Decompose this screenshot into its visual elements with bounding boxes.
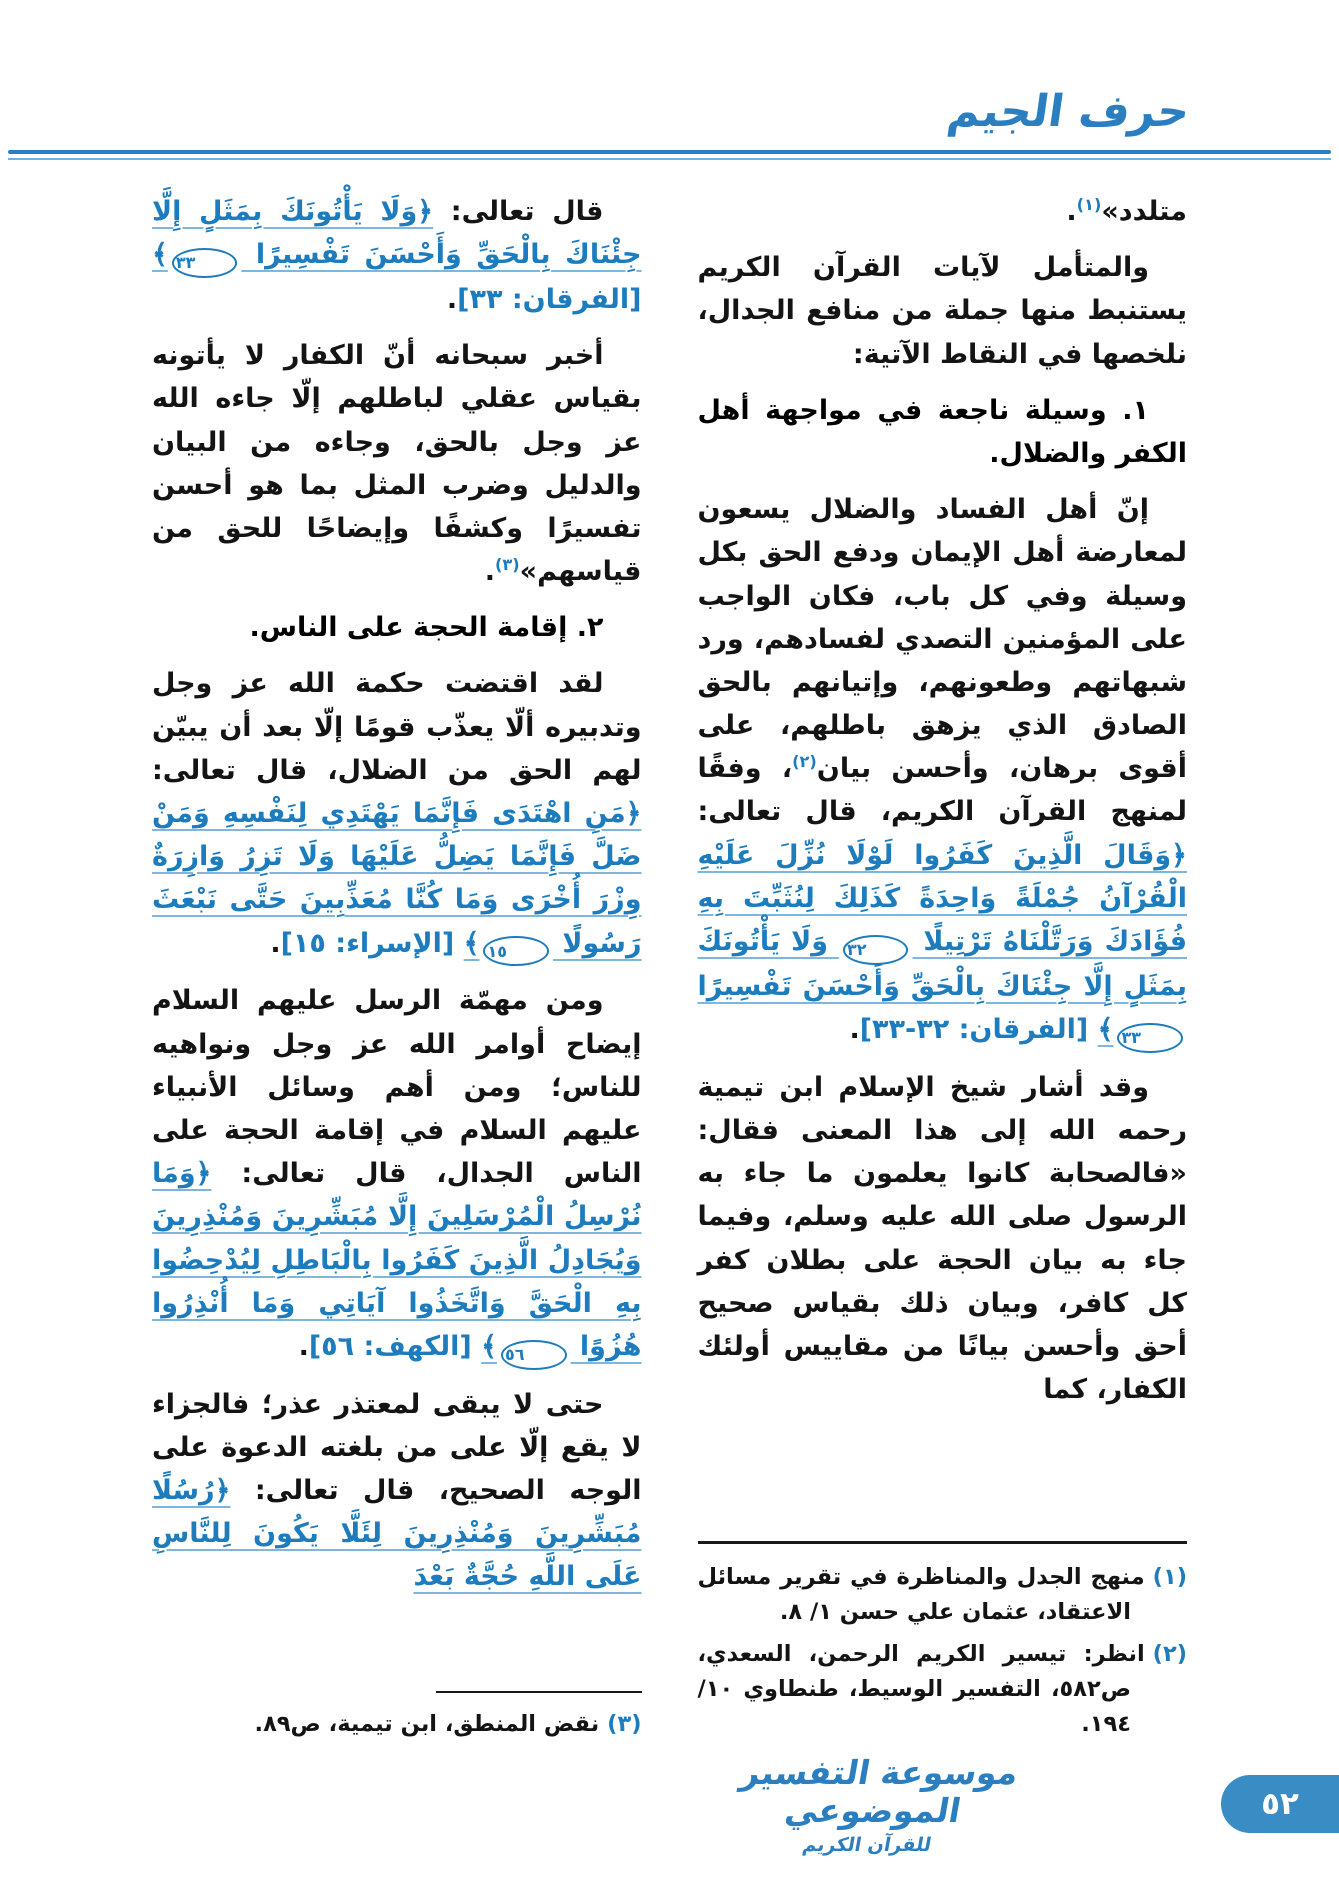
body-text: لقد اقتضت حكمة الله عز وجل وتدبيره ألّا يعذّب قومًا إلّا بعد أن يبيّن لهم الحق من الضلال، قال تعالى: [152, 668, 642, 786]
body-text [1088, 1014, 1097, 1045]
publisher-logo [700, 1754, 1048, 1856]
right-column [698, 190, 1188, 1750]
body-text: . [1066, 196, 1077, 227]
paragraph [152, 979, 642, 1369]
header-divider [8, 150, 1331, 160]
paragraph [698, 190, 1188, 233]
publisher-logo-subtitle: للقرآن الكريم [800, 1834, 934, 1856]
verse-reference: [الفرقان: ٣٣] [457, 283, 642, 315]
quran-verse: ﴾ [1097, 1013, 1114, 1045]
verse-reference: [الفرقان: ٣٢-٣٣] [859, 1013, 1089, 1045]
body-text: قال تعالى: [433, 196, 604, 227]
footnote [152, 1707, 642, 1742]
quran-verse: ﴿مَنِ اهْتَدَى فَإِنَّمَا يَهْتَدِي لِنَفْسِهِ وَمَنْ ضَلَّ فَإِنَّمَا يَضِلُّ عَلَيْهَا وَلَا تَزِرُ وَازِرَةٌ وِزْرَ أُخْرَى وَمَا كُنَّا مُعَذِّبِينَ حَتَّى نَبْعَثَ رَسُولًا [152, 798, 642, 959]
publisher-logo-title: موسوعة التفسير الموضوعي [737, 1753, 1022, 1831]
section-heading [698, 389, 1188, 475]
footnote-number: (٢) [1152, 1641, 1187, 1668]
verse-reference: [الإسراء: ١٥] [280, 927, 455, 959]
body-text: أخبر سبحانه أنّ الكفار لا يأتونه بقياس عقلي لباطلهم إلّا جاءه الله عز وجل بالحق، وجاءه من البيان والدليل وضرب المثل بما هو أحسن تفسيرًا وكشفًا وإيضاحًا للحق من قياسهم» [152, 340, 642, 588]
quran-verse: ﴿وَمَا نُرْسِلُ الْمُرْسَلِينَ إِلَّا مُبَشِّرِينَ وَمُنْذِرِينَ وَيُجَادِلُ الَّذِينَ كَفَرُوا بِالْبَاطِلِ لِيُدْحِضُوا بِهِ الْحَقَّ وَاتَّخَذُوا آيَاتِي وَمَا أُنْذِرُوا هُزُوًا [152, 1158, 642, 1362]
quran-verse: ﴾ [152, 239, 168, 271]
verse-reference: [الكهف: ٥٦] [308, 1330, 472, 1362]
paragraph [152, 334, 642, 593]
ayah-number: ٣٣ [1117, 1023, 1183, 1053]
quran-verse: ﴿وَقَالَ الَّذِينَ كَفَرُوا لَوْلَا نُزِّلَ عَلَيْهِ الْقُرْآنُ جُمْلَةً وَاحِدَةً كَذَلِكَ لِنُثَبِّتَ بِهِ فُؤَادَكَ وَرَتَّلْنَاهُ تَرْتِيلًا [697, 839, 1187, 957]
footnote-separator [698, 1541, 1188, 1544]
footnote-marker: (١) [1076, 195, 1102, 214]
footnote-text: انظر: تيسير الكريم الرحمن، السعدي، ص٥٨٢، التفسير الوسيط، طنطاوي ١٠/ ١٩٤. [697, 1641, 1145, 1738]
text-columns [152, 190, 1187, 1750]
body-text: ١. وسيلة ناجعة في مواجهة أهل الكفر والضلال. [697, 394, 1187, 469]
body-text: . [270, 927, 281, 959]
paragraph [698, 1066, 1188, 1412]
paragraph [152, 190, 642, 321]
footnote-separator [436, 1691, 642, 1694]
paragraph [698, 488, 1188, 1053]
footnote-text: نقض المنطق، ابن تيمية، ص٨٩. [254, 1711, 600, 1738]
section-heading [152, 606, 642, 649]
page-number-badge [1221, 1775, 1339, 1833]
body-text: والمتأمل لآيات القرآن الكريم يستنبط منها جملة من منافع الجدال، نلخصها في النقاط الآتية: [697, 252, 1187, 370]
paragraph [698, 246, 1188, 376]
header-divider-thick-line [8, 150, 1331, 154]
body-text [472, 1331, 481, 1362]
footnote-number: (١) [1152, 1563, 1187, 1590]
header-divider-thin-line [8, 158, 1331, 160]
left-column-body [152, 190, 642, 1612]
footnote-list [698, 1560, 1188, 1742]
body-text: حتى لا يبقى لمعتذر عذر؛ فالجزاء لا يقع إلّا على من بلغته الدعوة على الوجه الصحيح، قال تعالى: [152, 1388, 642, 1507]
body-text: إنّ أهل الفساد والضلال يسعون لمعارضة أهل الإيمان ودفع الحق بكل وسيلة وفي كل باب، فكان الواجب على المؤمنين التصدي لفسادهم، ورد شبهاتهم وطعونهم، وإتيانهم بالحق الصادق الذي يزهق باطلهم، على أقوى برهان، وأحسن بيان [697, 494, 1187, 785]
ayah-number: ٣٢ [843, 935, 909, 965]
page-number: ٥٢ [1261, 1786, 1299, 1822]
quran-verse: ﴾ [463, 927, 480, 959]
body-text: . [849, 1013, 860, 1045]
footnote [698, 1560, 1188, 1630]
footnote-number: (٣) [607, 1711, 642, 1738]
body-text: متلدد» [1101, 196, 1187, 227]
body-text: . [446, 283, 458, 315]
body-text: . [484, 556, 495, 588]
footnote-text: منهج الجدل والمناظرة في تقرير مسائل الاعتقاد، عثمان علي حسن ١/ ٨. [697, 1563, 1145, 1625]
body-text [454, 928, 463, 959]
footnote-marker: (٣) [494, 555, 520, 575]
quran-verse: ﴿رُسُلًا مُبَشِّرِينَ وَمُنْذِرِينَ لِئَلَّا يَكُونَ لِلنَّاسِ عَلَى اللَّهِ حُجَّةٌ بَعْدَ [152, 1475, 642, 1593]
body-text: ومن مهمّة الرسل عليهم السلام إيضاح أوامر الله عز وجل ونواهيه للناس؛ ومن أهم وسائل الأنبياء عليهم السلام في إقامة الحجة على الناس الجدال، قال تعالى: [152, 985, 642, 1190]
body-text: ، وفقًا لمنهج القرآن الكريم، قال تعالى: [697, 753, 1187, 828]
quran-verse: وَلَا يَأْتُونَكَ بِمَثَلٍ إِلَّا جِئْنَاكَ بِالْحَقِّ وَأَحْسَنَ تَفْسِيرًا [697, 926, 1187, 1002]
footnote-marker: (٢) [792, 752, 817, 772]
chapter-heading: حرف الجيم [944, 86, 1193, 137]
body-text: ٢. إقامة الحجة على الناس. [249, 612, 604, 644]
left-column [152, 190, 642, 1750]
body-text: وقد أشار شيخ الإسلام ابن تيمية رحمه الله إلى هذا المعنى فقال: «فالصحابة كانوا يعلمون ما جاء به الرسول صلى الله عليه وسلم، وفيما جاء به بيان الحجة على بطلان كفر كل كافر، وبيان ذلك بقياس صحيح أحق وأحسن بيانًا من مقاييس أولئك الكفار، كما [697, 1071, 1187, 1406]
ayah-number: ٣٣ [172, 248, 238, 278]
body-text: . [298, 1330, 309, 1362]
paragraph [152, 662, 642, 966]
right-column-body [698, 190, 1188, 1424]
ayah-number: ٥٦ [501, 1340, 567, 1370]
quran-verse: ﴿وَلَا يَأْتُونَكَ بِمَثَلٍ إِلَّا جِئْنَاكَ بِالْحَقِّ وَأَحْسَنَ تَفْسِيرًا [152, 196, 642, 271]
paragraph [152, 1383, 642, 1599]
right-column-footnotes [698, 1533, 1188, 1750]
left-column-footnotes [152, 1683, 642, 1750]
quran-verse: ﴾ [481, 1330, 497, 1362]
footnote [698, 1637, 1188, 1742]
footnote-list [152, 1707, 642, 1742]
ayah-number: ١٥ [483, 936, 549, 966]
